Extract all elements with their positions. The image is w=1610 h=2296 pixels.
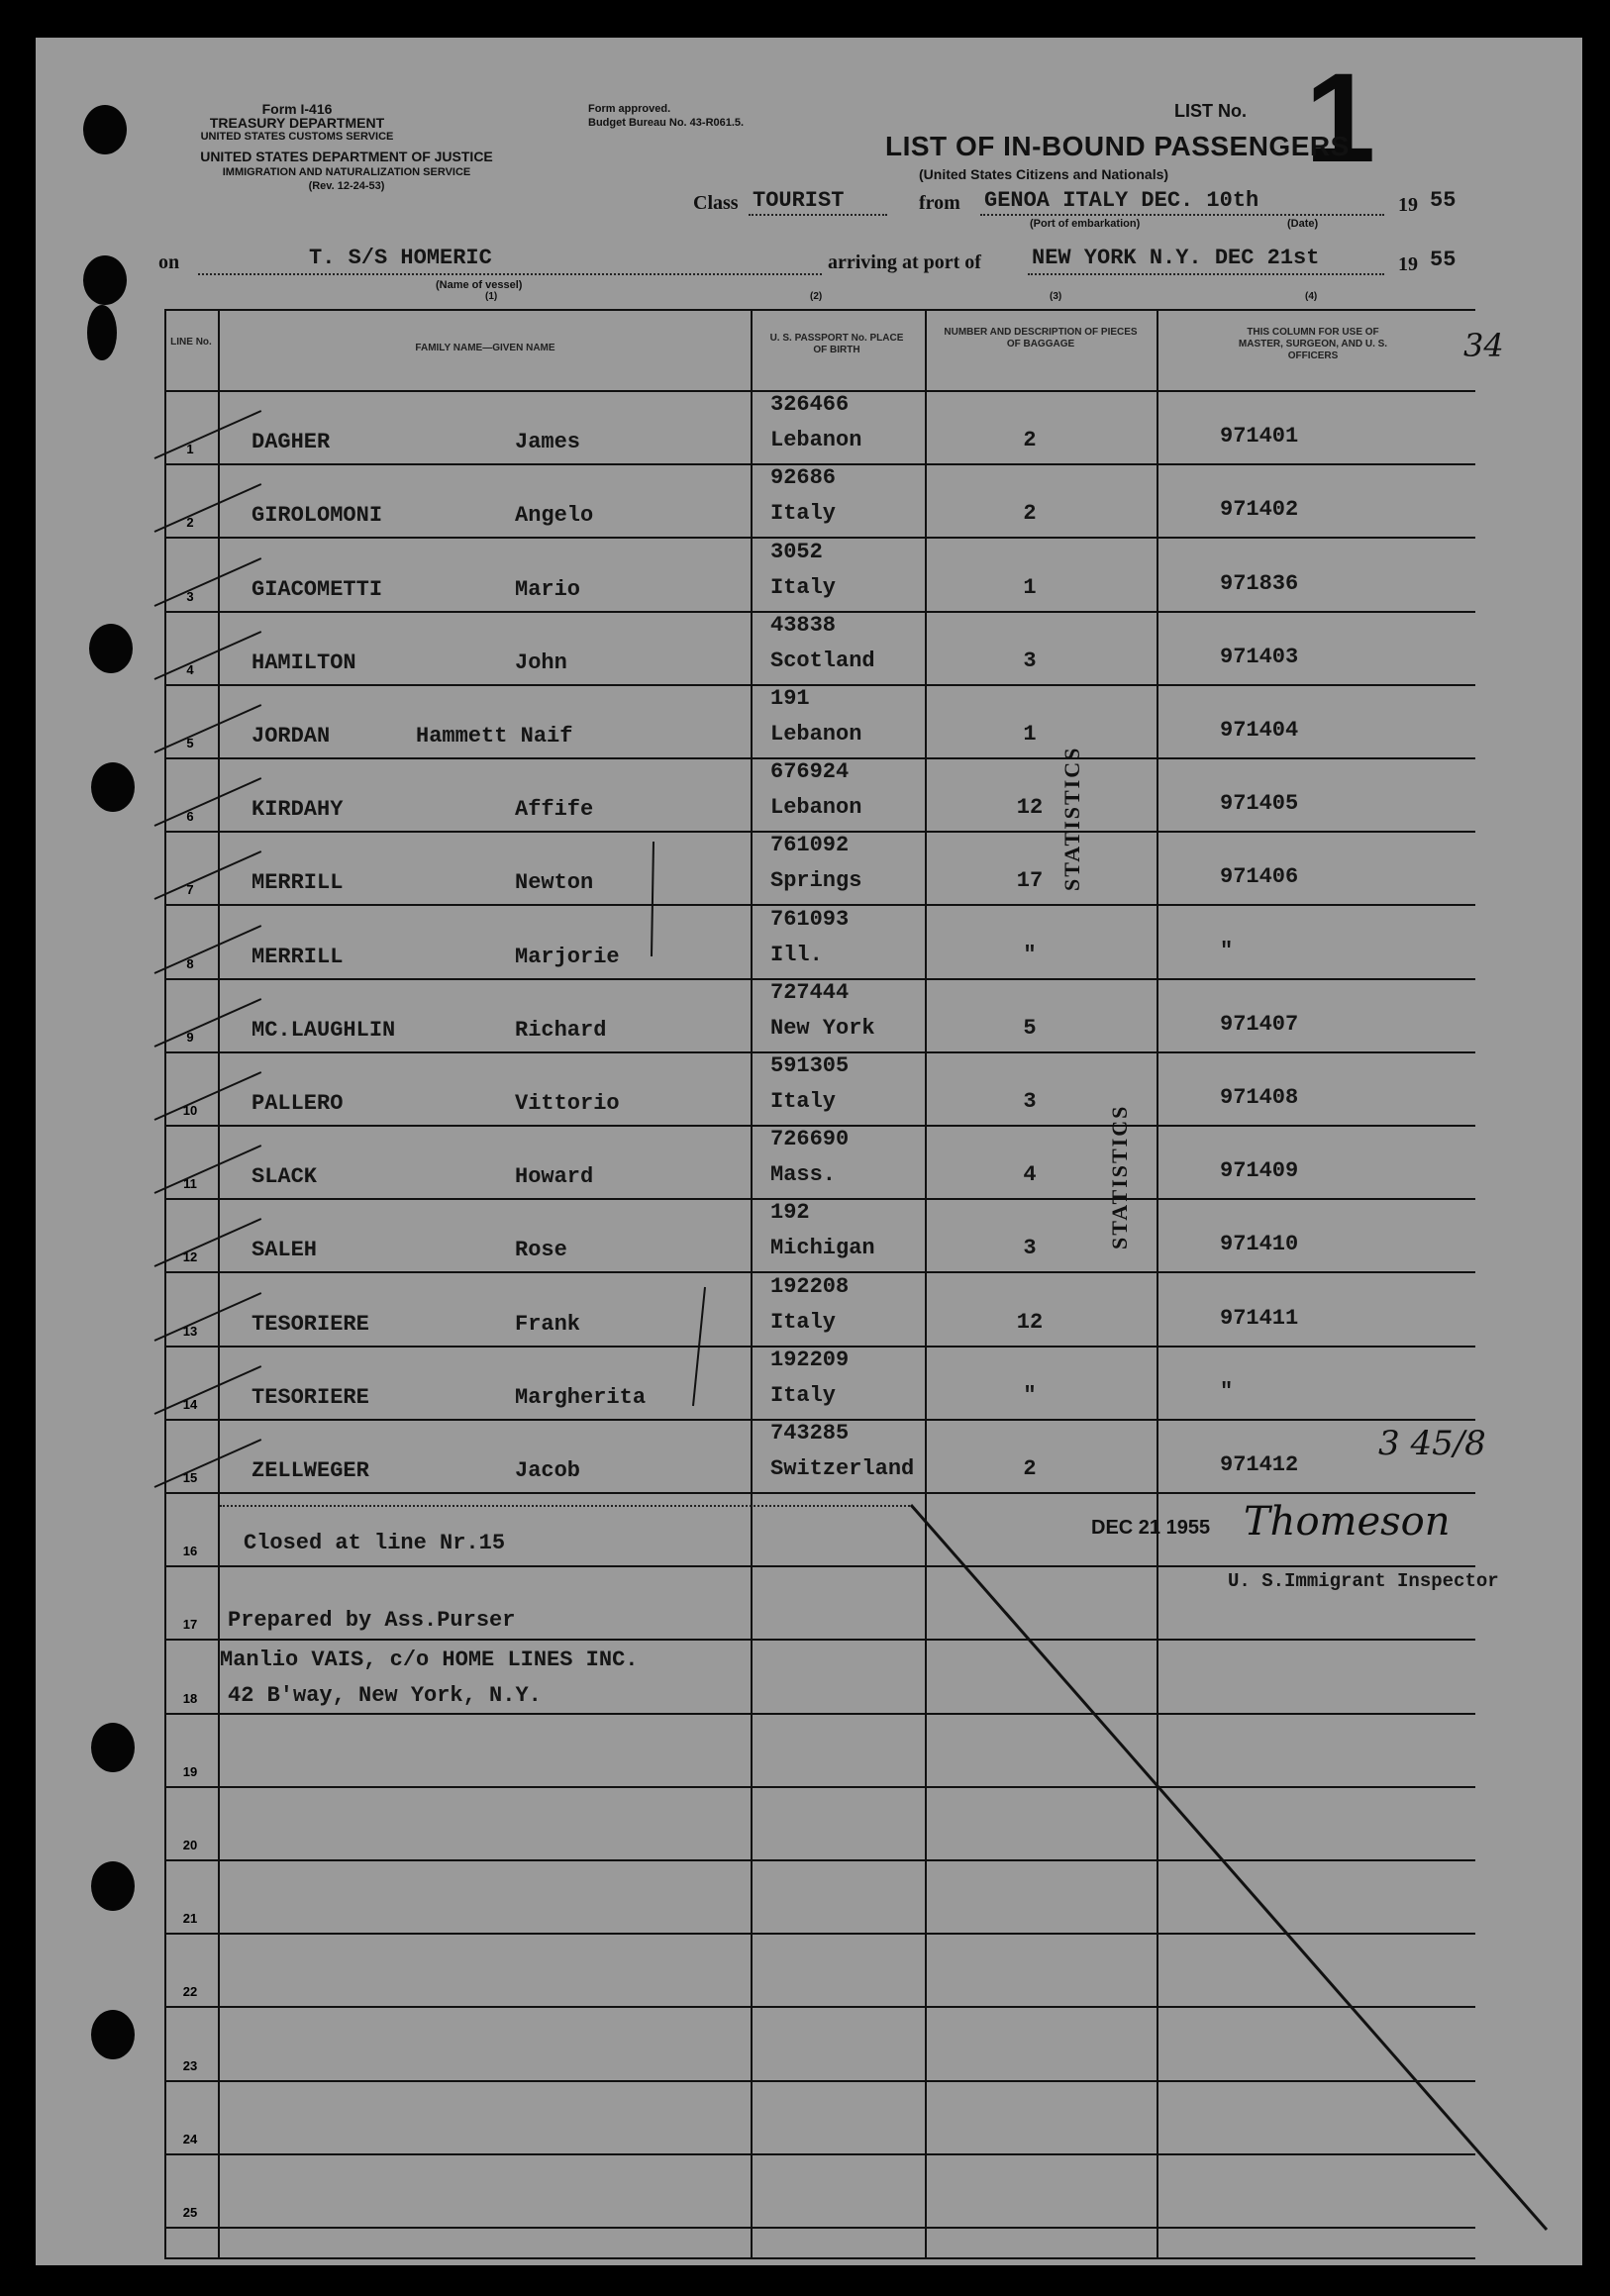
officer-number: 971402: [1220, 497, 1299, 522]
line-number: 9: [186, 1030, 194, 1045]
col-header-baggage: NUMBER AND DESCRIPTION OF PIECES OF BAGGAGE: [944, 327, 1138, 349]
statistics-stamp-1: STATISTICS: [1059, 746, 1084, 891]
ins-label: IMMIGRATION AND NATURALIZATION SERVICE: [222, 166, 471, 178]
line-number: 15: [182, 1470, 198, 1485]
from-label: from: [919, 192, 960, 214]
line-number: 18: [182, 1691, 198, 1706]
vessel-value: T. S/S HOMERIC: [309, 246, 492, 270]
prepared-by-line-1: Prepared by Ass.Purser: [228, 1608, 516, 1633]
officer-number: 971406: [1220, 864, 1299, 889]
given-name: Mario: [515, 577, 581, 602]
baggage-count: 1: [1023, 722, 1037, 747]
family-name: GIACOMETTI: [252, 577, 383, 602]
list-number-value: 1: [1305, 48, 1376, 189]
family-name: JORDAN: [252, 724, 331, 749]
officer-number: 971411: [1220, 1306, 1299, 1331]
passport-number: 43838: [770, 613, 837, 638]
baggage-count: 4: [1023, 1162, 1037, 1187]
baggage-count: 17: [1016, 868, 1044, 893]
place-of-birth: Springs: [770, 868, 862, 893]
arrive-year-label: 19: [1398, 253, 1418, 275]
officer-number: ": [1220, 1379, 1234, 1404]
place-of-birth: Italy: [770, 1310, 837, 1335]
line-number: 7: [186, 882, 194, 897]
line-number: 11: [183, 1176, 197, 1191]
line-number: 13: [182, 1324, 198, 1339]
line-number: 2: [186, 515, 194, 530]
family-name: GIROLOMONI: [252, 503, 383, 528]
place-of-birth: Italy: [770, 1089, 837, 1114]
family-name: TESORIERE: [252, 1385, 369, 1410]
col-header-passport: U. S. PASSPORT No. PLACE OF BIRTH: [769, 333, 904, 355]
statistics-stamp-2: STATISTICS: [1107, 1104, 1132, 1249]
inspection-date-stamp: DEC 21 1955: [1091, 1517, 1211, 1539]
caption-4: (4): [1305, 291, 1318, 302]
passport-number: 743285: [770, 1421, 850, 1446]
line-number: 20: [182, 1838, 198, 1852]
place-of-birth: Lebanon: [770, 795, 862, 820]
form-number: Form I-416: [261, 101, 333, 117]
margin-note: 3 45/8: [1378, 1424, 1486, 1463]
family-name: MERRILL: [252, 945, 344, 969]
passport-number: 192209: [770, 1348, 850, 1372]
budget-bureau-label: Budget Bureau No. 43-R061.5.: [588, 117, 745, 129]
given-name: Howard: [515, 1164, 594, 1189]
passport-number: 192: [770, 1200, 810, 1225]
line-number: 1: [186, 442, 194, 456]
line-number: 25: [182, 2205, 198, 2220]
year-value: 55: [1430, 188, 1457, 213]
revision-label: (Rev. 12-24-53): [308, 180, 385, 192]
baggage-count: 1: [1023, 575, 1037, 600]
family-name: KIRDAHY: [252, 797, 344, 822]
given-name: James: [515, 430, 581, 454]
from-value: GENOA ITALY DEC. 10th: [984, 188, 1259, 213]
passport-number: 92686: [770, 465, 837, 490]
passport-number: 191: [770, 686, 810, 711]
passport-number: 726690: [770, 1127, 850, 1151]
officer-number: 971409: [1220, 1158, 1299, 1183]
family-bracket-tesoriere: [693, 1287, 705, 1406]
date-caption: (Date): [1287, 218, 1319, 230]
family-name: MERRILL: [252, 870, 344, 895]
line-number: 3: [186, 589, 194, 604]
officer-number: 971407: [1220, 1012, 1299, 1037]
line-number: 8: [186, 956, 194, 971]
baggage-count: 2: [1023, 501, 1037, 526]
line-number: 10: [182, 1103, 198, 1118]
inspector-title: U. S.Immigrant Inspector: [1228, 1570, 1499, 1592]
family-name: MC.LAUGHLIN: [252, 1018, 396, 1043]
place-of-birth: New York: [770, 1016, 875, 1041]
family-name: PALLERO: [252, 1091, 344, 1116]
place-of-birth: Italy: [770, 575, 837, 600]
passport-number: 192208: [770, 1274, 850, 1299]
form-approved-label: Form approved.: [588, 103, 671, 115]
arrive-year-value: 55: [1430, 248, 1457, 272]
given-name: John: [515, 650, 567, 675]
caption-1: (1): [485, 291, 498, 302]
prepared-by-line-2: Manlio VAIS, c/o HOME LINES INC.: [220, 1647, 639, 1672]
vessel-caption: (Name of vessel): [436, 279, 523, 291]
given-name: Vittorio: [515, 1091, 620, 1116]
family-name: SALEH: [252, 1238, 318, 1262]
baggage-count: 2: [1023, 428, 1037, 452]
family-name: SLACK: [252, 1164, 318, 1189]
baggage-count: ": [1023, 1383, 1037, 1408]
col-header-name: FAMILY NAME—GIVEN NAME: [415, 343, 555, 353]
line-number: 21: [182, 1911, 198, 1926]
page-note: 34: [1463, 327, 1504, 364]
officer-number: 971408: [1220, 1085, 1299, 1110]
officer-number: 971412: [1220, 1452, 1299, 1477]
col-header-line: LINE No.: [170, 337, 212, 348]
passport-number: 3052: [770, 540, 823, 564]
arriving-value: NEW YORK N.Y. DEC 21st: [1032, 246, 1320, 270]
baggage-count: 5: [1023, 1016, 1037, 1041]
arriving-label: arriving at port of: [828, 251, 981, 273]
given-name: Margherita: [515, 1385, 647, 1410]
family-name: TESORIERE: [252, 1312, 369, 1337]
given-name: Jacob: [515, 1458, 581, 1483]
baggage-count: 3: [1023, 649, 1037, 673]
class-value: TOURIST: [753, 188, 845, 213]
officer-number: 971404: [1220, 718, 1299, 743]
document-title: LIST OF IN-BOUND PASSENGERS: [885, 131, 1350, 161]
col-header-officers: THIS COLUMN FOR USE OF MASTER, SURGEON, AND U. S. OFFICERS: [1238, 327, 1388, 361]
line-number: 16: [182, 1544, 198, 1558]
officer-number: 971836: [1220, 571, 1299, 596]
caption-3: (3): [1050, 291, 1062, 302]
line-number: 6: [186, 809, 194, 824]
passport-number: 761092: [770, 833, 850, 857]
closed-note: Closed at line Nr.15: [244, 1531, 506, 1555]
place-of-birth: Scotland: [770, 649, 875, 673]
prepared-by-line-3: 42 B'way, New York, N.Y.: [228, 1683, 542, 1708]
list-number-label: LIST No.: [1174, 101, 1247, 121]
baggage-count: ": [1023, 943, 1037, 967]
passport-number: 591305: [770, 1053, 850, 1078]
given-name: Hammett Naif: [416, 724, 573, 749]
place-of-birth: Italy: [770, 1383, 837, 1408]
passport-number: 326466: [770, 392, 850, 417]
officer-number: 971403: [1220, 645, 1299, 669]
place-of-birth: Italy: [770, 501, 837, 526]
place-of-birth: Michigan: [770, 1236, 875, 1260]
officer-number: ": [1220, 939, 1234, 963]
family-bracket-merrill: [652, 842, 654, 956]
given-name: Marjorie: [515, 945, 620, 969]
caption-2: (2): [810, 291, 823, 302]
officer-number: 971405: [1220, 791, 1299, 816]
officer-number: 971401: [1220, 424, 1299, 449]
given-name: Frank: [515, 1312, 581, 1337]
cancel-diagonal-line: [911, 1505, 1547, 2230]
given-name: Affife: [515, 797, 594, 822]
baggage-count: 3: [1023, 1089, 1037, 1114]
line-number: 23: [182, 2058, 198, 2073]
officer-number: 971410: [1220, 1232, 1299, 1256]
given-name: Newton: [515, 870, 594, 895]
line-number: 19: [182, 1764, 198, 1779]
baggage-count: 12: [1016, 795, 1044, 820]
passport-number: 727444: [770, 980, 850, 1005]
document-subtitle: (United States Citizens and Nationals): [919, 166, 1169, 182]
place-of-birth: Switzerland: [770, 1456, 915, 1481]
family-name: ZELLWEGER: [252, 1458, 369, 1483]
line-number: 12: [182, 1249, 198, 1264]
passport-number: 761093: [770, 907, 850, 932]
line-number: 17: [182, 1617, 198, 1632]
line-number: 14: [182, 1397, 198, 1412]
given-name: Richard: [515, 1018, 607, 1043]
customs-label: UNITED STATES CUSTOMS SERVICE: [200, 131, 394, 143]
place-of-birth: Ill.: [770, 943, 823, 967]
place-of-birth: Lebanon: [770, 722, 862, 747]
line-number: 4: [186, 662, 194, 677]
place-of-birth: Mass.: [770, 1162, 837, 1187]
baggage-count: 12: [1016, 1310, 1044, 1335]
treasury-label: TREASURY DEPARTMENT: [209, 115, 385, 131]
port-caption: (Port of embarkation): [1030, 218, 1141, 230]
given-name: Rose: [515, 1238, 567, 1262]
class-label: Class: [693, 192, 739, 214]
inspector-signature: Thomeson: [1244, 1499, 1451, 1545]
baggage-count: 2: [1023, 1456, 1037, 1481]
family-name: HAMILTON: [252, 650, 356, 675]
baggage-count: 3: [1023, 1236, 1037, 1260]
on-label: on: [158, 251, 180, 273]
line-number: 22: [182, 1984, 198, 1999]
place-of-birth: Lebanon: [770, 428, 862, 452]
given-name: Angelo: [515, 503, 594, 528]
line-number: 24: [182, 2132, 198, 2146]
year-label: 19: [1398, 194, 1418, 216]
passport-number: 676924: [770, 759, 850, 784]
line-number: 5: [186, 736, 194, 750]
justice-label: UNITED STATES DEPARTMENT OF JUSTICE: [200, 149, 493, 164]
family-name: DAGHER: [252, 430, 331, 454]
